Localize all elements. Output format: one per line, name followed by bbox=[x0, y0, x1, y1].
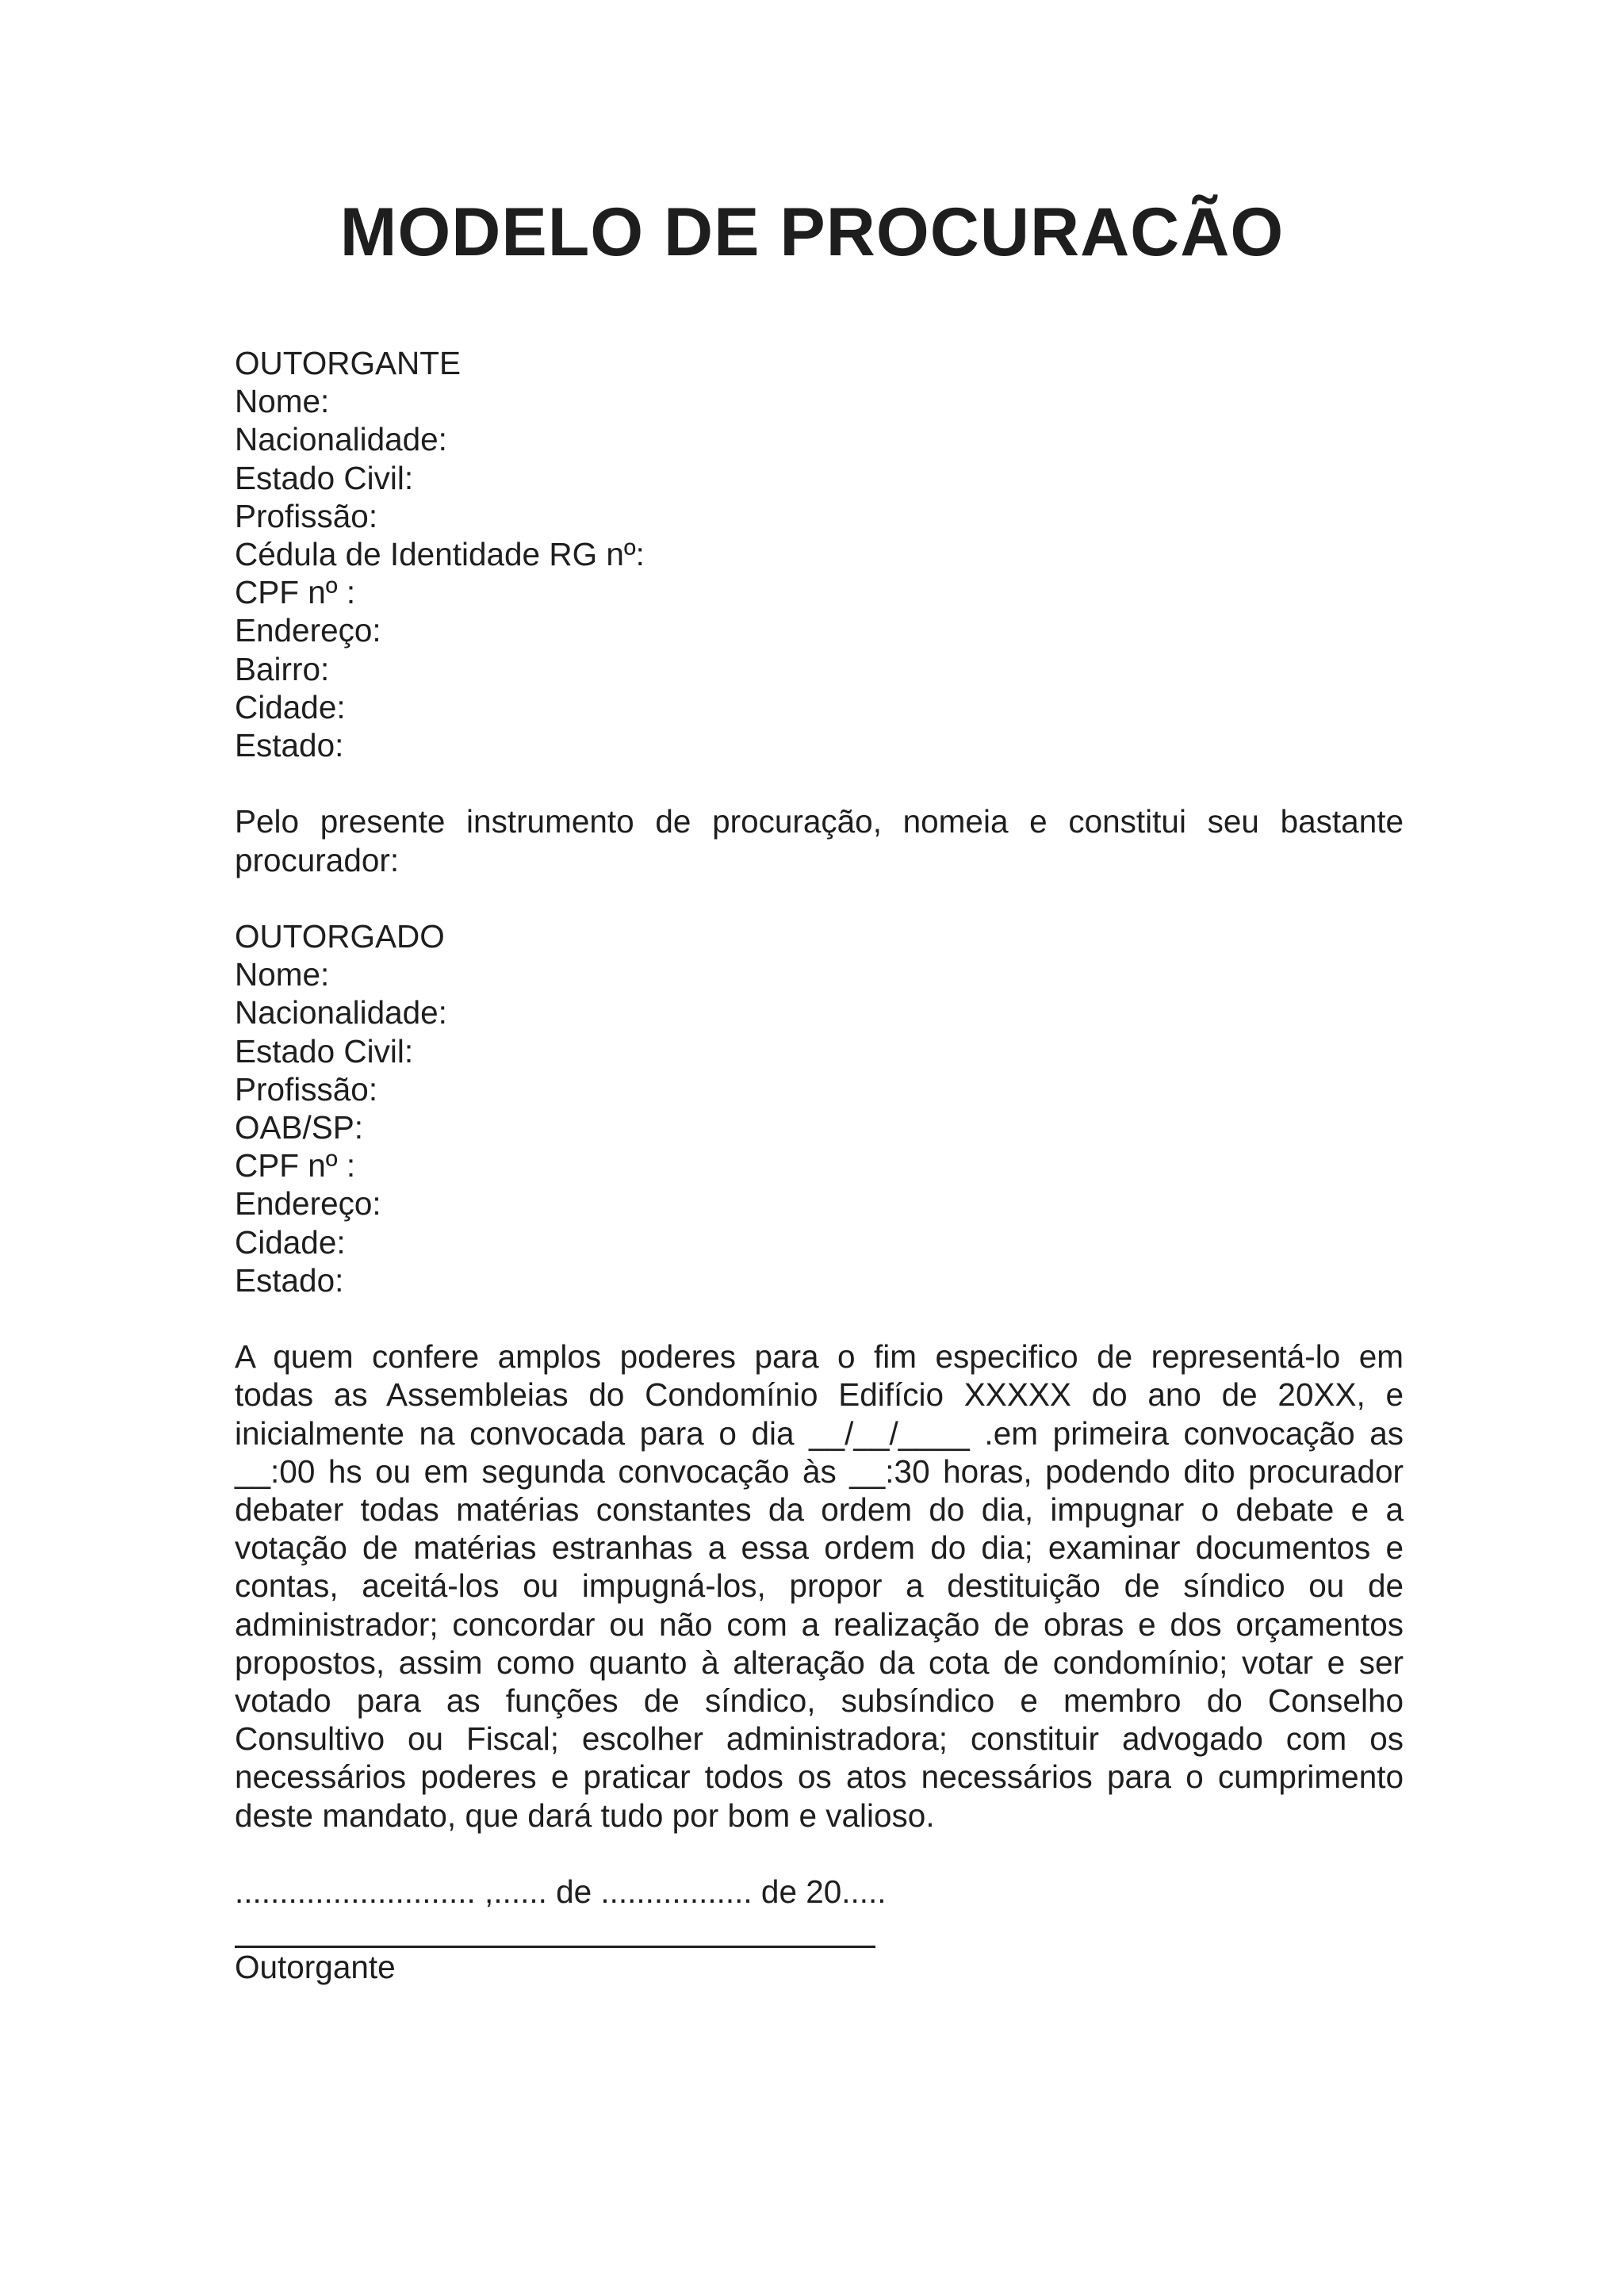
outorgante-field: Cédula de Identidade RG nº: bbox=[235, 536, 645, 573]
powers-line: todas as Assembleias do Condomínio Edifício XXXXX do ano de 20XX, e bbox=[235, 1376, 1404, 1414]
outorgante-field: Endereço: bbox=[235, 612, 381, 649]
powers-line: __:00 hs ou em segunda convocação às __:30 horas, podendo dito procurador bbox=[235, 1452, 1404, 1490]
powers-line: inicialmente na convocada para o dia __/__/____ .em primeira convocação as bbox=[235, 1414, 1404, 1452]
powers-line: administrador; concordar ou não com a realização de obras e dos orçamentos bbox=[235, 1605, 1404, 1643]
signature-block bbox=[235, 1948, 1404, 1986]
intro-line: Pelo presente instrumento de procuração, nomeia e constitui seu bastante bbox=[235, 803, 1404, 840]
outorgante-field: Profissão: bbox=[235, 497, 378, 534]
outorgado-field: Estado: bbox=[235, 1261, 344, 1299]
outorgante-field: Nacionalidade: bbox=[235, 421, 447, 458]
signature-label: Outorgante bbox=[235, 1949, 396, 1986]
outorgado-field: Cidade: bbox=[235, 1223, 346, 1261]
document-body bbox=[235, 344, 1404, 1986]
powers-line: debater todas matérias constantes da ordem do dia, impugnar o debate e a bbox=[235, 1491, 1404, 1529]
powers-line: votado para as funções de síndico, subsíndico e membro do Conselho bbox=[235, 1682, 1404, 1720]
outorgado-field: CPF nº : bbox=[235, 1147, 356, 1184]
outorgado-field: OAB/SP: bbox=[235, 1109, 364, 1146]
outorgante-field: CPF nº : bbox=[235, 574, 356, 611]
outorgante-heading: OUTORGANTE bbox=[235, 345, 462, 381]
powers-line: deste mandato, que dará tudo por bom e valioso. bbox=[235, 1797, 935, 1834]
outorgado-section bbox=[235, 917, 1404, 1299]
outorgante-field: Cidade: bbox=[235, 688, 346, 725]
powers-line: votação de matérias estranhas a essa ordem do dia; examinar documentos e bbox=[235, 1529, 1404, 1567]
powers-line: A quem confere amplos poderes para o fim especifico de representá-lo em bbox=[235, 1338, 1404, 1376]
outorgado-heading: OUTORGADO bbox=[235, 918, 445, 955]
spacer bbox=[235, 1299, 1404, 1337]
powers-line: Consultivo ou Fiscal; escolher administradora; constituir advogado com os bbox=[235, 1720, 1404, 1758]
outorgado-field: Endereço: bbox=[235, 1185, 381, 1223]
outorgado-field: Estado Civil: bbox=[235, 1032, 414, 1070]
outorgante-field: Estado Civil: bbox=[235, 459, 414, 496]
outorgante-field: Nome: bbox=[235, 383, 330, 420]
outorgado-field: Nacionalidade: bbox=[235, 994, 447, 1031]
outorgado-field: Nome: bbox=[235, 956, 330, 993]
spacer bbox=[235, 1835, 1404, 1873]
date-line: ........................... ,...... de ................. de 20..... bbox=[235, 1873, 887, 1911]
powers-line: contas, aceitá-los ou impugná-los, propor a destituição de síndico ou de bbox=[235, 1567, 1404, 1605]
powers-line: necessários poderes e praticar todos os atos necessários para o cumprimento bbox=[235, 1758, 1404, 1796]
outorgado-field: Profissão: bbox=[235, 1070, 378, 1108]
outorgante-field: Estado: bbox=[235, 727, 344, 764]
powers-line: propostos, assim como quanto à alteração da cota de condomínio; votar e ser bbox=[235, 1644, 1404, 1681]
spacer bbox=[235, 764, 1404, 802]
intro-paragraph bbox=[235, 802, 1404, 878]
date-place-line bbox=[235, 1873, 1404, 1911]
spacer bbox=[235, 879, 1404, 917]
outorgante-section bbox=[235, 344, 1404, 764]
powers-paragraph bbox=[235, 1337, 1404, 1835]
intro-line: procurador: bbox=[235, 841, 400, 878]
outorgante-field: Bairro: bbox=[235, 650, 330, 687]
document-title: MODELO DE PROCURACÃO bbox=[339, 194, 1285, 270]
